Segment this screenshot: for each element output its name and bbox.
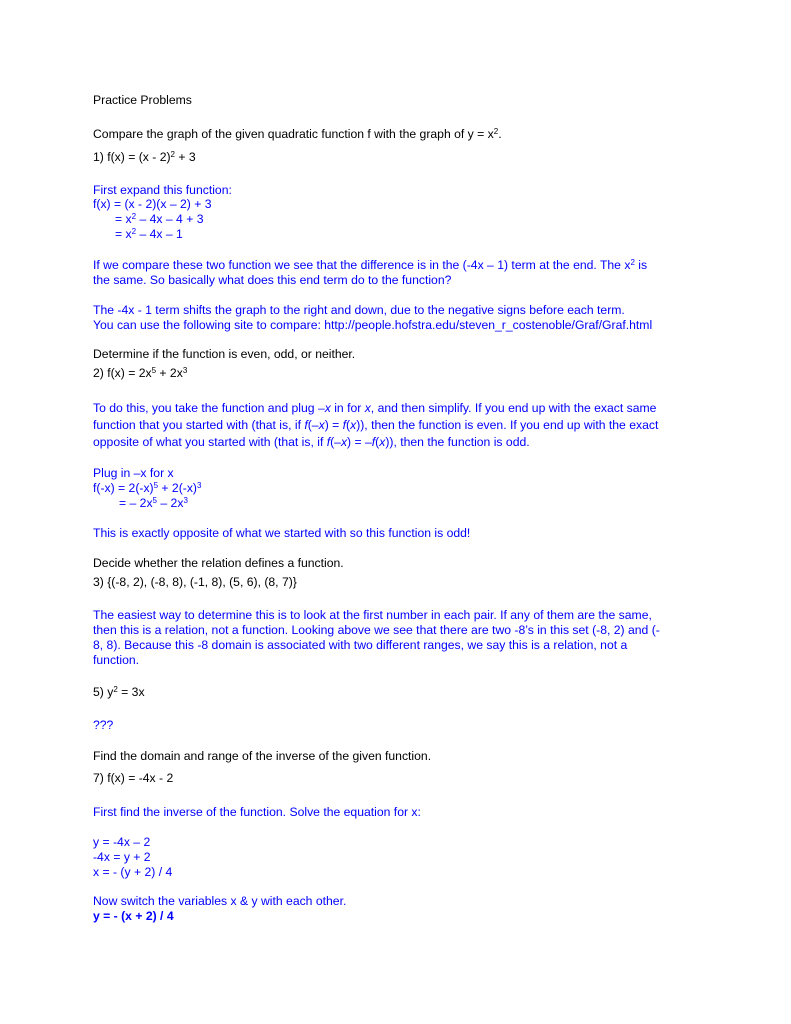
q2-explanation-line-2: function that you started with (that is, if f(–x) = f(x)), then the function is even. If you end up with the exact — [93, 418, 659, 432]
q1-answer-line-3: = $x^2 - 4x - 4 + 3$ — [115, 212, 204, 226]
q1-comparison-line-2: the same. So basically what does this end term do to the function? — [93, 273, 452, 287]
q2-explanation-line-1: To do this, you take the function and plug –x in for x, and then simplify. If you end up with the exact same — [93, 401, 657, 415]
q1-answer-line-2: f(x) = (x - 2)(x – 2) + 3 — [93, 197, 212, 211]
q1-answer-line-1: First expand this function: — [93, 183, 232, 197]
q2-work-line-1: Plug in –x for x — [93, 466, 174, 480]
q3-instruction: Decide whether the relation defines a function. — [93, 556, 344, 570]
q2-work-line-3: = – $2x^5 - 2x^3$ — [119, 496, 188, 510]
q5-problem: 5) $y^2 = 3x$ — [93, 685, 145, 699]
q7-step-1: First find the inverse of the function. Solve the equation for x: — [93, 805, 421, 819]
q7-problem: 7) f(x) = -4x - 2 — [93, 771, 174, 785]
q7-final-answer: y = - (x + 2) / 4 — [93, 909, 174, 923]
q7-instruction: Find the domain and range of the inverse of the given function. — [93, 749, 432, 763]
q5-answer: ??? — [93, 718, 114, 732]
q2-conclusion: This is exactly opposite of what we started with so this function is odd! — [93, 526, 471, 540]
q1-explanation-line-2: You can use the following site to compare: http://people.hofstra.edu/steven_r_costenoble/Graf/Graf.html — [93, 318, 653, 332]
q1-problem: 1) f(x) = (x - 2)$^2$ + 3 — [93, 150, 196, 164]
q7-step-3: -4x = y + 2 — [93, 850, 151, 864]
q2-work-line-2: $f(-x) = 2(-x)^5 + 2(-x)^3$ — [93, 481, 202, 495]
q2-instruction: Determine if the function is even, odd, or neither. — [93, 347, 356, 361]
q1-explanation-line-1: The -4x - 1 term shifts the graph to the right and down, due to the negative signs before each term. — [93, 303, 625, 317]
q2-explanation-line-3: opposite of what you started with (that is, if f(–x) = –f(x)), then the function is odd. — [93, 435, 530, 449]
q3-explanation-line-4: function. — [93, 653, 140, 667]
q3-explanation-line-1: The easiest way to determine this is to look at the first number in each pair. If any of them are the same, — [93, 608, 652, 622]
q1-comparison-line-1: If we compare these two function we see that the difference is in the (-4x – 1) term at the end. The $x^2$ is — [93, 258, 648, 272]
q3-explanation-line-2: then this is a relation, not a function. Looking above we see that there are two -8’s in this set (-8, 2) and (- — [93, 623, 660, 637]
q3-explanation-line-3: 8, 8). Because this -8 domain is associated with two different ranges, we say this is a relation, not a — [93, 638, 628, 652]
q1-answer-line-4: = $x^2 - 4x - 1$ — [115, 227, 183, 241]
q2-problem: 2) $f(x) = 2x^5 + 2x^3$ — [93, 366, 188, 380]
q1-instruction: Compare the graph of the given quadratic function f with the graph of $y = x^2$. — [93, 127, 502, 141]
q7-step-2: y = -4x – 2 — [93, 835, 151, 849]
q3-problem: 3) {(-8, 2), (-8, 8), (-1, 8), (5, 6), (8, 7)} — [93, 575, 297, 589]
q7-step-5: Now switch the variables x & y with each other. — [93, 894, 347, 908]
q7-step-4: x = - (y + 2) / 4 — [93, 865, 173, 879]
page-title: Practice Problems — [93, 93, 192, 107]
